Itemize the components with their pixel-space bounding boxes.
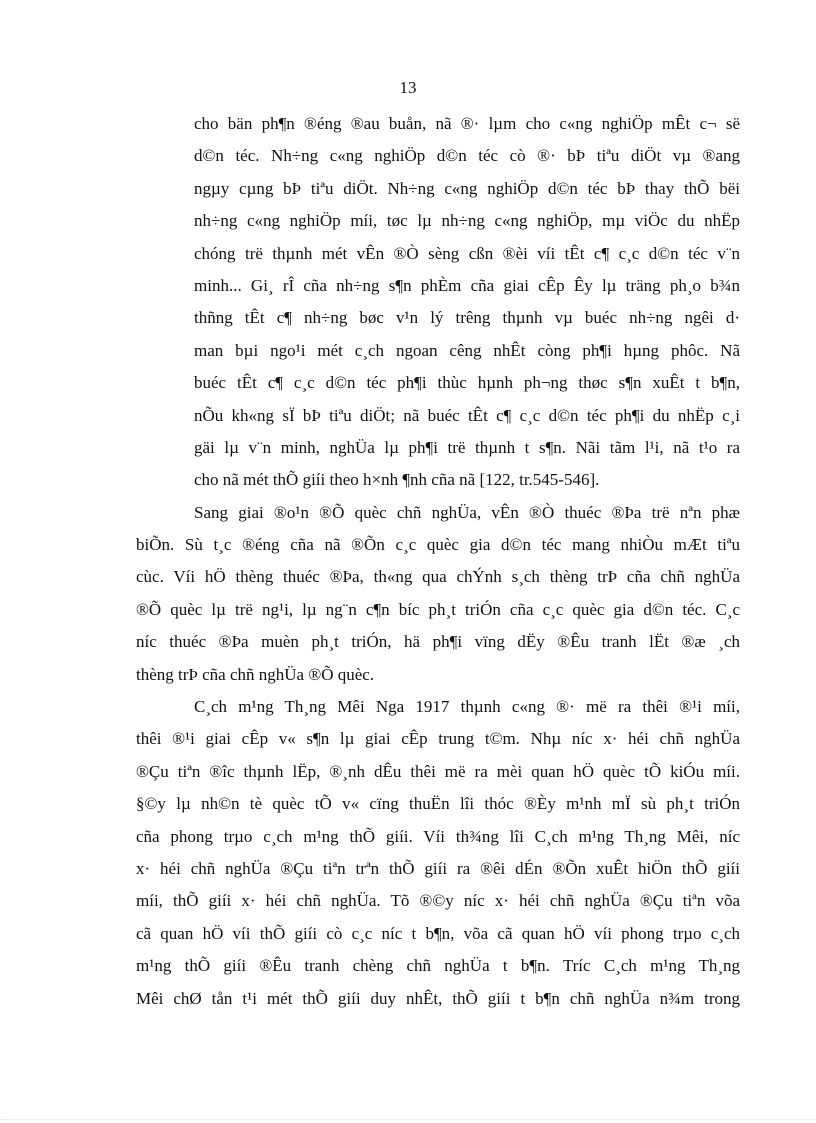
text-line: cho bän ph¶n ®éng ®au buån, nã ®· lµm cho c«ng nghiÖp mÊt c¬ së [194,114,740,133]
text-line: nh÷ng c«ng nghiÖp míi, tøc lµ nh÷ng c«ng nghiÖp, mµ viÖc du nhËp [194,211,740,231]
text-line: ngµy cµng bÞ tiªu diÖt. Nh÷ng c«ng nghiÖp d©n téc bÞ thay thÕ bëi [194,178,740,198]
text-line: chóng trë thµnh mét vÊn ®Ò sèng cßn ®èi víi tÊt c¶ c¸c d©n téc v¨n [194,243,740,263]
body-text [136,108,740,1015]
text-line: míi, thÕ giíi x· héi chñ nghÜa. Tõ ®©y níc x· héi chñ nghÜa ®Çu tiªn võa [136,891,740,911]
page-bottom-rule [0,1119,816,1120]
text-line: man bµi ngo¹i mét c¸ch ngoan cêng nhÊt còng ph¶i hµng phôc. Nã [194,340,740,360]
text-line: ®Çu tiªn ®îc thµnh lËp, ®¸nh dÊu thêi më ra mèi quan hÖ quèc tÕ kiÓu míi. [136,761,740,781]
text-line: m¹ng thÕ giíi ®Êu tranh chèng chñ nghÜa t b¶n. Tríc C¸ch m¹ng Th¸ng [136,956,740,976]
text-line: thñng tÊt c¶ nh÷ng bøc v¹n lý trêng thµnh vµ buéc nh÷ng ngêi d· [194,308,740,328]
text-line: minh... Gi¸ rÎ cña nh÷ng s¶n phÈm cña giai cÊp Êy lµ träng ph¸o b¾n [194,275,740,295]
text-line: gäi lµ v¨n minh, nghÜa lµ ph¶i trë thµnh t s¶n. Nãi tãm l¹i, nã t¹o ra [194,437,740,457]
text-line: cña phong trµo c¸ch m¹ng thÕ giíi. Víi th¾ng lîi C¸ch m¹ng Th¸ng Mêi, níc [136,826,740,846]
text-line: thèng trÞ cña chñ nghÜa ®Õ quèc. [136,664,375,684]
text-line: nÕu kh«ng sÏ bÞ tiªu diÖt; nã buéc tÊt c¶ c¸c d©n téc ph¶i du nhËp c¸i [194,405,740,425]
text-line: C¸ch m¹ng Th¸ng Mêi Nga 1917 thµnh c«ng ®· më ra thêi ®¹i míi, [194,697,740,717]
text-line: d©n téc. Nh÷ng c«ng nghiÖp d©n téc cò ®· bÞ tiªu diÖt vµ ®ang [194,146,740,166]
text-line: biÕn. Sù t¸c ®éng cña nã ®Õn c¸c quèc gia d©n téc mang nhiÒu mÆt tiªu [136,535,740,555]
text-line: Mêi chØ tån t¹i mét thÕ giíi duy nhÊt, thÕ giíi t b¶n chñ nghÜa n¾m trong [136,988,740,1008]
text-line: x· héi chñ nghÜa ®Çu tiªn trªn thÕ giíi ra ®êi dÉn ®Õn xuÊt hiÖn thÕ giíi [136,858,740,878]
text-line: cùc. Víi hÖ thèng thuéc ®Þa, th«ng qua chÝnh s¸ch thèng trÞ cña chñ nghÜa [136,567,740,587]
text-line: cã quan hÖ víi thÕ giíi cò c¸c níc t b¶n, võa cã quan hÖ víi phong trµo c¸ch [136,923,740,943]
text-line: §©y lµ nh©n tè quèc tÕ v« cïng thuËn lîi thóc ®Èy m¹nh mÏ sù ph¸t triÓn [136,794,740,814]
text-line: cho nã mét thÕ giíi theo h×nh ¶nh cña nã [122, tr.545-546]. [194,470,600,490]
text-line: thêi ®¹i giai cÊp v« s¶n lµ giai cÊp trung t©m. Nhµ níc x· héi chñ nghÜa [136,729,740,749]
text-line: ®Õ quèc lµ trë ng¹i, lµ ng¨n c¶n bíc ph¸t triÓn cña c¸c quèc gia d©n téc. C¸c [136,599,740,619]
text-line: Sang giai ®o¹n ®Õ quèc chñ nghÜa, vÊn ®Ò thuéc ®Þa trë nªn phæ [194,502,740,522]
text-line: níc thuéc ®Þa muèn ph¸t triÓn, hä ph¶i vïng dËy ®Êu tranh lËt ®æ ¸ch [136,632,740,652]
text-line: buéc tÊt c¶ c¸c d©n téc ph¶i thùc hµnh ph¬ng thøc s¶n xuÊt t b¶n, [194,373,740,393]
page-number: 13 [399,78,417,97]
